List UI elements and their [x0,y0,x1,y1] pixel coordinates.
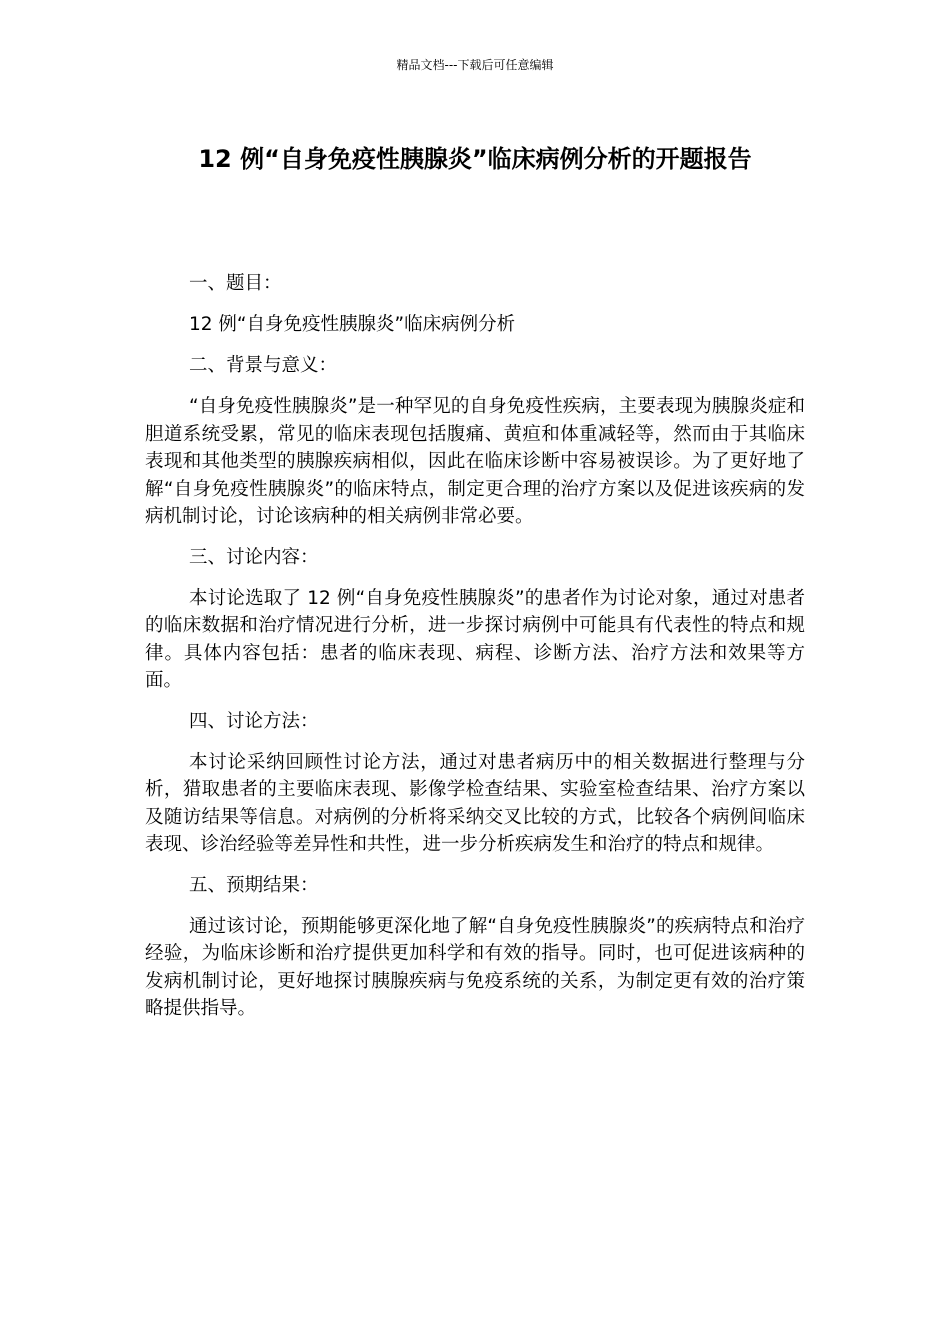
content-paragraph: 本讨论选取了 12 例“自身免疫性胰腺炎”的患者作为讨论对象，通过对患者的临床数据和治疗情况进行分析，进一步探讨病例中可能具有代表性的特点和规律。具体内容包括：患者的临床表现、病程、诊断方法、治疗方法和效果等方面。 [145,587,805,691]
header-note: 精品文档---下载后可任意编辑 [396,58,554,72]
background-paragraph: “自身免疫性胰腺炎”是一种罕见的自身免疫性疾病，主要表现为胰腺炎症和胆道系统受累，常见的临床表现包括腹痛、黄疸和体重减轻等，然而由于其临床表现和其他类型的胰腺疾病相似，因此在临床诊断中容易被误诊。为了更好地了解“自身免疫性胰腺炎”的临床特点，制定更合理的治疗方案以及促进该疾病的发病机制讨论，讨论该病种的相关病例非常必要。 [145,396,805,527]
section-heading-method: 四、讨论方法： [189,710,319,732]
section-heading-background: 二、背景与意义： [189,355,338,376]
expected-paragraph: 通过该讨论，预期能够更深化地了解“自身免疫性胰腺炎”的疾病特点和治疗经验，为临床诊断和治疗提供更加科学和有效的指导。同时，也可促进该病种的发病机制讨论，更好地探讨胰腺疾病与免疫系统的关系，为制定更有效的治疗策略提供指导。 [145,915,805,1019]
section-heading-topic: 一、题目： [189,273,282,294]
document-title: 12 例“自身免疫性胰腺炎”临床病例分析的开题报告 [198,145,752,173]
topic-text: 12 例“自身免疫性胰腺炎”临床病例分析 [189,314,516,335]
method-paragraph: 本讨论采纳回顾性讨论方法，通过对患者病历中的相关数据进行整理与分析，猎取患者的主要临床表现、影像学检查结果、实验室检查结果、治疗方案以及随访结果等信息。对病例的分析将采纳交叉比较的方式，比较各个病例间临床表现、诊治经验等差异性和共性，进一步分析疾病发生和治疗的特点和规律。 [145,751,805,855]
document-body [145,270,805,1036]
section-heading-expected: 五、预期结果： [189,874,319,896]
section-heading-content: 三、讨论内容： [189,546,319,568]
